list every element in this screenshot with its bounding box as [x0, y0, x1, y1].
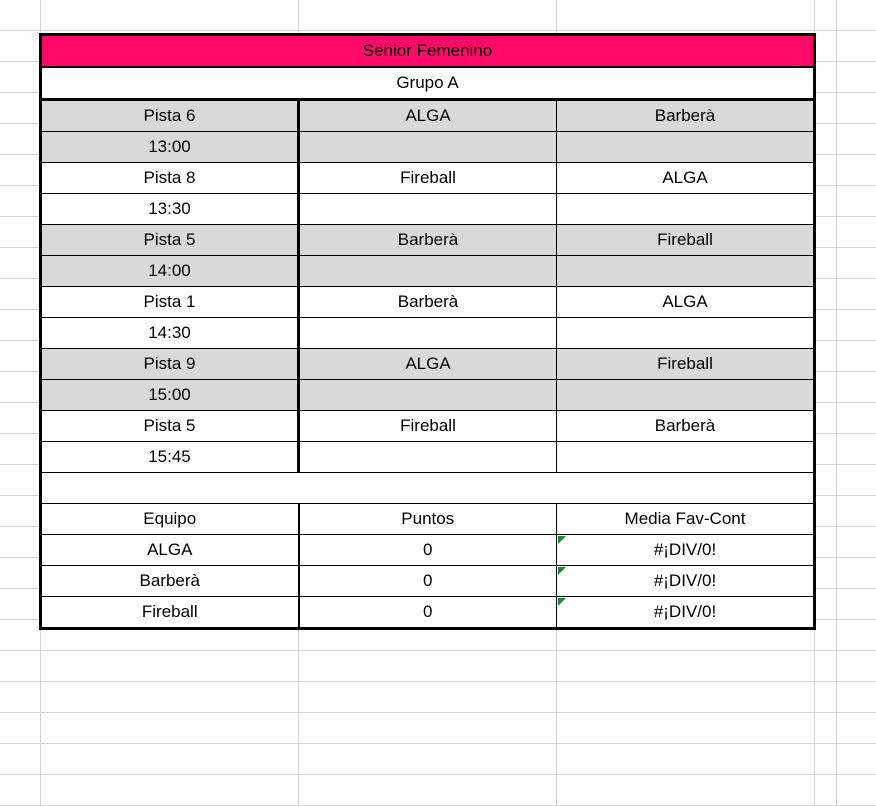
- time-cell[interactable]: 15:00: [41, 380, 299, 411]
- standings-header-row: [41, 504, 815, 535]
- score-b-cell[interactable]: [557, 380, 815, 411]
- group-cell[interactable]: Grupo A: [41, 67, 815, 100]
- error-indicator-icon[interactable]: [558, 567, 566, 575]
- time-cell[interactable]: 13:30: [41, 194, 299, 225]
- team-a-cell[interactable]: Fireball: [299, 411, 557, 442]
- team-b-cell[interactable]: Fireball: [557, 225, 815, 256]
- score-b-cell[interactable]: [557, 132, 815, 163]
- score-a-cell[interactable]: [299, 132, 557, 163]
- points-cell[interactable]: 0: [299, 535, 557, 566]
- header-team[interactable]: Equipo: [41, 504, 299, 535]
- match-row: [41, 100, 815, 132]
- error-indicator-icon[interactable]: [558, 598, 566, 606]
- match-time-row: [41, 318, 815, 349]
- team-a-cell[interactable]: Barberà: [299, 225, 557, 256]
- court-cell[interactable]: Pista 5: [41, 411, 299, 442]
- points-cell[interactable]: 0: [299, 566, 557, 597]
- team-b-cell[interactable]: Fireball: [557, 349, 815, 380]
- team-a-cell[interactable]: ALGA: [299, 100, 557, 132]
- team-name-cell[interactable]: Fireball: [41, 597, 299, 629]
- time-cell[interactable]: 15:45: [41, 442, 299, 473]
- score-a-cell[interactable]: [299, 442, 557, 473]
- court-cell[interactable]: Pista 6: [41, 100, 299, 132]
- title-cell[interactable]: Senior Femenino: [41, 35, 815, 68]
- average-value: #¡DIV/0!: [653, 602, 717, 621]
- time-cell[interactable]: 13:00: [41, 132, 299, 163]
- match-time-row: [41, 194, 815, 225]
- average-value: #¡DIV/0!: [653, 571, 717, 590]
- court-cell[interactable]: Pista 8: [41, 163, 299, 194]
- standings-row: [41, 597, 815, 629]
- match-time-row: [41, 256, 815, 287]
- match-row: [41, 349, 815, 380]
- standings-row: [41, 535, 815, 566]
- time-cell[interactable]: 14:00: [41, 256, 299, 287]
- error-indicator-icon[interactable]: [558, 536, 566, 544]
- average-cell[interactable]: [557, 535, 815, 566]
- score-b-cell[interactable]: [557, 194, 815, 225]
- match-row: [41, 287, 815, 318]
- court-cell[interactable]: Pista 5: [41, 225, 299, 256]
- score-a-cell[interactable]: [299, 194, 557, 225]
- court-cell[interactable]: Pista 1: [41, 287, 299, 318]
- match-time-row: [41, 380, 815, 411]
- score-a-cell[interactable]: [299, 318, 557, 349]
- spacer-row: [41, 473, 815, 504]
- points-cell[interactable]: 0: [299, 597, 557, 629]
- match-row: [41, 163, 815, 194]
- team-a-cell[interactable]: Barberà: [299, 287, 557, 318]
- team-b-cell[interactable]: Barberà: [557, 411, 815, 442]
- average-value: #¡DIV/0!: [653, 540, 717, 559]
- schedule-grid: [39, 33, 816, 630]
- team-a-cell[interactable]: Fireball: [299, 163, 557, 194]
- team-b-cell[interactable]: ALGA: [557, 163, 815, 194]
- team-a-cell[interactable]: ALGA: [299, 349, 557, 380]
- score-b-cell[interactable]: [557, 256, 815, 287]
- score-b-cell[interactable]: [557, 442, 815, 473]
- match-time-row: [41, 442, 815, 473]
- match-row: [41, 411, 815, 442]
- header-average[interactable]: Media Fav-Cont: [557, 504, 815, 535]
- score-a-cell[interactable]: [299, 256, 557, 287]
- court-cell[interactable]: Pista 9: [41, 349, 299, 380]
- spreadsheet-table: [39, 33, 816, 630]
- score-b-cell[interactable]: [557, 318, 815, 349]
- match-row: [41, 225, 815, 256]
- team-name-cell[interactable]: ALGA: [41, 535, 299, 566]
- average-cell[interactable]: [557, 597, 815, 629]
- team-b-cell[interactable]: ALGA: [557, 287, 815, 318]
- score-a-cell[interactable]: [299, 380, 557, 411]
- standings-row: [41, 566, 815, 597]
- empty-cell[interactable]: [41, 473, 815, 504]
- header-points[interactable]: Puntos: [299, 504, 557, 535]
- team-b-cell[interactable]: Barberà: [557, 100, 815, 132]
- team-name-cell[interactable]: Barberà: [41, 566, 299, 597]
- time-cell[interactable]: 14:30: [41, 318, 299, 349]
- average-cell[interactable]: [557, 566, 815, 597]
- match-time-row: [41, 132, 815, 163]
